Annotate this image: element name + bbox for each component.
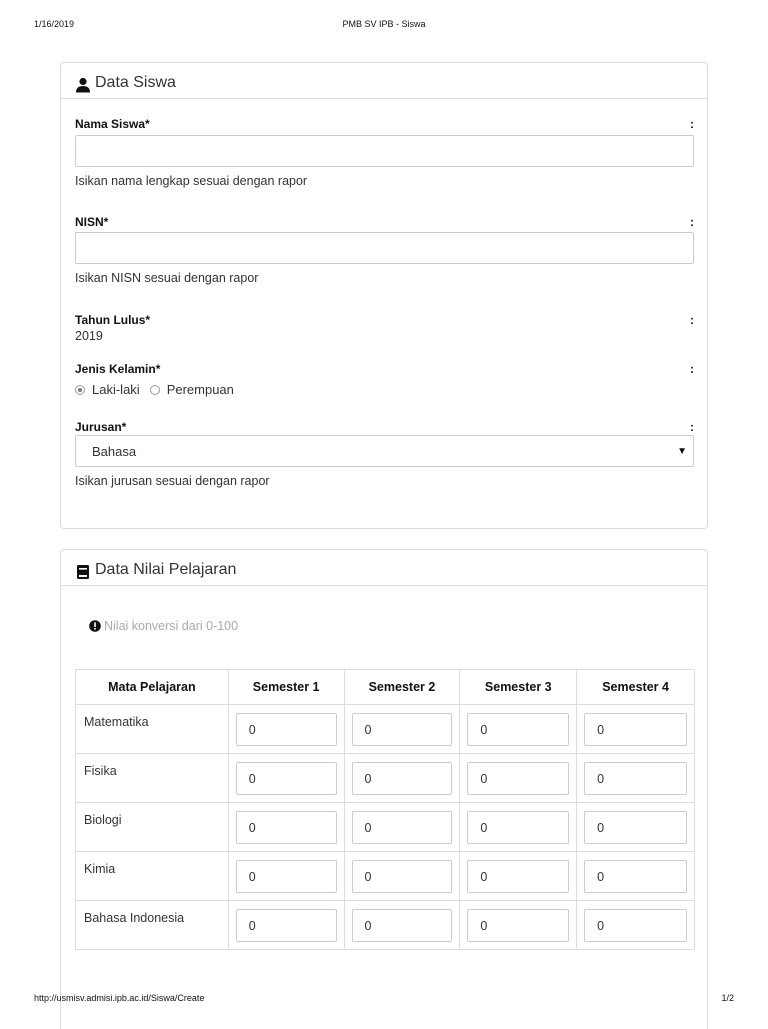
jenis-kelamin-colon: : [690, 362, 694, 376]
nama-help: Isikan nama lengkap sesuai dengan rapor [75, 174, 308, 188]
nisn-help: Isikan NISN sesuai dengan rapor [75, 271, 259, 285]
data-nilai-panel [60, 549, 708, 1029]
nisn-label: NISN* [75, 215, 109, 229]
matematika-semester-1-input[interactable]: 0 [236, 713, 337, 746]
matematika-semester-4-input[interactable]: 0 [584, 713, 687, 746]
bahasa-indonesia-semester-2-input[interactable]: 0 [352, 909, 453, 942]
subject-fisika: Fisika [76, 754, 229, 803]
print-page-number: 1/2 [721, 993, 734, 1003]
jurusan-help: Isikan jurusan sesuai dengan rapor [75, 474, 270, 488]
jenis-kelamin-field [75, 361, 694, 397]
data-nilai-heading [61, 550, 707, 586]
print-title: PMB SV IPB - Siswa [342, 19, 426, 29]
nilai-table-header [76, 670, 695, 705]
col-semester-2: Semester 2 [344, 670, 460, 705]
radio-laki-laki[interactable] [75, 385, 85, 395]
kimia-semester-2-input[interactable]: 0 [352, 860, 453, 893]
data-siswa-panel [60, 62, 708, 529]
tahun-lulus-label: Tahun Lulus* [75, 313, 151, 327]
col-semester-1: Semester 1 [228, 670, 344, 705]
tahun-lulus-colon: : [690, 313, 694, 327]
nisn-field [75, 214, 694, 285]
kimia-semester-3-input[interactable]: 0 [467, 860, 569, 893]
kimia-semester-1-input[interactable]: 0 [236, 860, 337, 893]
exclamation-circle-icon [89, 620, 101, 632]
dropdown-caret-icon: ▼ [677, 445, 687, 457]
nama-label: Nama Siswa* [75, 117, 150, 131]
kimia-semester-4-input[interactable]: 0 [584, 860, 687, 893]
radio-perempuan[interactable] [150, 385, 160, 395]
subject-kimia: Kimia [76, 852, 229, 901]
biologi-semester-4-input[interactable]: 0 [584, 811, 687, 844]
table-row [76, 803, 695, 852]
col-mata-pelajaran: Mata Pelajaran [76, 670, 229, 705]
subject-matematika: Matematika [76, 705, 229, 754]
biologi-semester-1-input[interactable]: 0 [236, 811, 337, 844]
jenis-kelamin-options [75, 382, 694, 397]
nilai-note-text: Nilai konversi dari 0-100 [104, 619, 239, 633]
matematika-semester-3-input[interactable]: 0 [467, 713, 569, 746]
subject-biologi: Biologi [76, 803, 229, 852]
fisika-semester-2-input[interactable]: 0 [352, 762, 453, 795]
tahun-lulus-value: 2019 [75, 329, 103, 343]
subject-bahasa-indonesia: Bahasa Indonesia [76, 901, 229, 950]
radio-laki-laki-label[interactable]: Laki-laki [92, 382, 140, 397]
table-row [76, 705, 695, 754]
nama-colon: : [690, 117, 694, 131]
data-nilai-title: Data Nilai Pelajaran [95, 560, 237, 578]
jenis-kelamin-label: Jenis Kelamin* [75, 362, 161, 376]
table-row [76, 754, 695, 803]
fisika-semester-3-input[interactable]: 0 [467, 762, 569, 795]
jurusan-field [75, 419, 694, 488]
jurusan-selected-value: Bahasa [92, 443, 137, 459]
table-row [76, 852, 695, 901]
matematika-semester-2-input[interactable]: 0 [352, 713, 453, 746]
bahasa-indonesia-semester-1-input[interactable]: 0 [236, 909, 337, 942]
jurusan-select[interactable] [75, 435, 694, 467]
data-siswa-heading [61, 63, 707, 99]
nisn-colon: : [690, 215, 694, 229]
biologi-semester-2-input[interactable]: 0 [352, 811, 453, 844]
nilai-table [75, 669, 695, 950]
bahasa-indonesia-semester-3-input[interactable]: 0 [467, 909, 569, 942]
nilai-note [89, 619, 238, 633]
nisn-input[interactable] [75, 232, 694, 264]
col-semester-3: Semester 3 [460, 670, 577, 705]
radio-perempuan-label[interactable]: Perempuan [166, 382, 234, 397]
print-date: 1/16/2019 [34, 19, 75, 29]
biologi-semester-3-input[interactable]: 0 [467, 811, 569, 844]
nama-field [75, 116, 694, 188]
fisika-semester-1-input[interactable]: 0 [236, 762, 337, 795]
table-row [76, 901, 695, 950]
book-icon [75, 564, 91, 580]
fisika-semester-4-input[interactable]: 0 [584, 762, 687, 795]
user-icon [75, 77, 91, 93]
bahasa-indonesia-semester-4-input[interactable]: 0 [584, 909, 687, 942]
tahun-lulus-field [75, 312, 694, 343]
jurusan-colon: : [690, 420, 694, 434]
nama-input[interactable] [75, 135, 694, 167]
jurusan-label: Jurusan* [75, 420, 127, 434]
col-semester-4: Semester 4 [577, 670, 695, 705]
print-url: http://usmisv.admisi.ipb.ac.id/Siswa/Create [34, 993, 205, 1003]
data-siswa-title: Data Siswa [95, 73, 176, 91]
